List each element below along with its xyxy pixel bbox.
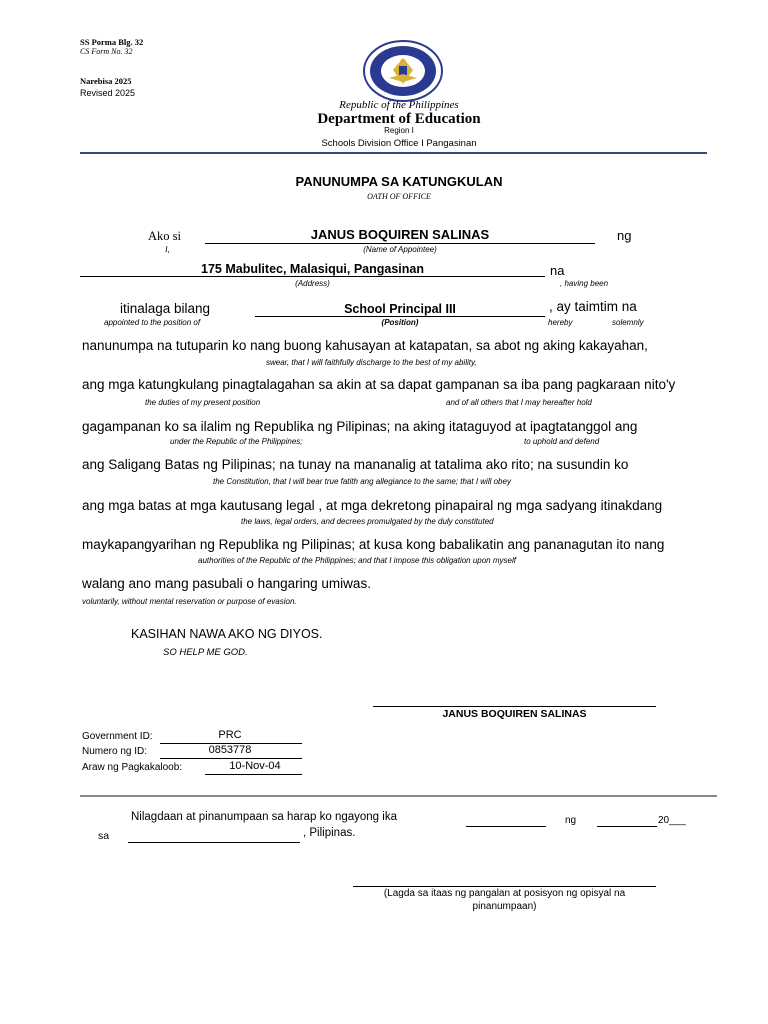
oath-line-7-en: voluntarily, without mental reservation or purpose of evasion. [82, 597, 297, 606]
oath-line-4-en: the Constitution, that I will bear true fatith ang allegiance to the same; that I will obey [213, 477, 511, 486]
oath-line-3-en-b: to uphold and defend [524, 437, 600, 446]
address-caption: (Address) [295, 279, 330, 288]
position-line [255, 316, 545, 317]
appointee-name-line [205, 243, 595, 244]
department-text: Department of Education [317, 111, 481, 127]
name-caption: (Name of Appointee) [363, 245, 437, 254]
signature-line [373, 706, 656, 707]
gov-id-label: Government ID: [82, 731, 153, 742]
oath-line-6-en: authorities of the Republic of the Philippines; and that I impose this obligation upon myself [198, 556, 516, 565]
id-no-value: 0853778 [208, 744, 252, 756]
solemnly-en: solemnly [612, 318, 644, 327]
deped-seal-icon [362, 40, 444, 102]
oath-line-1: nanunumpa na tutuparin ko nang buong kahusayan at katapatan, sa abot ng aking kakayahan, [82, 338, 648, 353]
kasihan-en: SO HELP ME GOD. [163, 647, 248, 658]
oath-subtitle: OATH OF OFFICE [367, 192, 431, 201]
jurat-text: Nilagdaan at pinanumpaan sa harap ko ngayong ika [131, 811, 397, 823]
form-revision: Narebisa 2025 [80, 76, 132, 86]
having-been-en: , having been [560, 279, 609, 288]
region-text: Region I [384, 126, 414, 135]
signatory-name: JANUS BOQUIREN SALINAS [442, 708, 587, 720]
oath-line-4: ang Saligang Batas ng Pilipinas; na tunay na mananalig at tatalima ako rito; na susundin ko [82, 457, 629, 472]
appointee-name: JANUS BOQUIREN SALINAS [310, 227, 490, 242]
division-text: Schools Division Office I Pangasinan [321, 138, 477, 149]
jurat-ng: ng [565, 815, 577, 826]
form-revision-en: Revised 2025 [80, 88, 136, 98]
place-line [128, 842, 300, 843]
address-line [80, 276, 545, 277]
hereby-en: hereby [548, 318, 573, 327]
ako-si-en: I, [165, 245, 170, 254]
jurat-divider [80, 795, 717, 797]
oath-line-3-en-a: under the Republic of the Philippines; [170, 437, 303, 446]
officer-signature-line [353, 886, 656, 887]
ako-si-label: Ako si [148, 229, 181, 243]
oath-line-6: maykapangyarihan ng Republika ng Pilipinas; at kusa kong babalikatin ang pananagutan ito nang [82, 537, 665, 552]
id-no-line [160, 758, 302, 759]
oath-line-1-en: swear, that I will faithfully discharge to the best of my ability, [266, 358, 477, 367]
jurat-sa: sa [98, 830, 110, 842]
na-label: na [550, 263, 565, 278]
appointee-position: School Principal III [344, 302, 456, 316]
id-no-label: Numero ng ID: [82, 746, 148, 757]
position-caption: (Position) [381, 318, 419, 327]
day-line [466, 826, 546, 827]
gov-id-value: PRC [218, 729, 242, 741]
jurat-year: 20___ [658, 815, 686, 826]
ng-label: ng [617, 228, 632, 243]
form-name-en: CS Form No. 32 [80, 47, 133, 56]
oath-line-2: ang mga katungkulang pinagtalagahan sa akin at sa dapat gampanan sa iba pang pagkaraan nito'y [82, 377, 676, 392]
officer-caption-2: pinanumpaan) [472, 901, 537, 912]
form-name: SS Porma Blg. 32 [80, 37, 144, 47]
officer-caption-1: (Lagda sa itaas ng pangalan at posisyon ng opisyal na [383, 888, 626, 899]
kasihan-text: KASIHAN NAWA AKO NG DIYOS. [131, 627, 323, 641]
oath-line-2-en-b: and of all others that I may hereafter hold [446, 398, 592, 407]
oath-line-7: walang ano mang pasubali o hangaring umiwas. [82, 576, 371, 591]
issued-line [205, 774, 302, 775]
republic-text: Republic of the Philippines [339, 99, 459, 111]
oath-title: PANUNUMPA SA KATUNGKULAN [295, 174, 503, 189]
itinalaga-label: itinalaga bilang [120, 301, 211, 316]
taimtim-label: , ay taimtim na [549, 299, 637, 314]
oath-line-5: ang mga batas at mga kautusang legal , at mga dekretong pinapairal ng mga sadyang itinakdang [82, 498, 663, 513]
jurat-pilipinas: , Pilipinas. [303, 827, 356, 839]
issued-value: 10-Nov-04 [229, 760, 281, 772]
appointed-en: appointed to the position of [104, 318, 201, 327]
issued-label: Araw ng Pagkakaloob: [82, 762, 183, 773]
appointee-address: 175 Mabulitec, Malasiqui, Pangasinan [201, 262, 424, 276]
oath-line-5-en: the laws, legal orders, and decrees promulgated by the duly constituted [241, 517, 494, 526]
header-rule [80, 152, 707, 154]
oath-line-3: gagampanan ko sa ilalim ng Republika ng Pilipinas; na aking itataguyod at ipagtatanggol ang [82, 419, 638, 434]
oath-line-2-en-a: the duties of my present position [145, 398, 261, 407]
month-line [597, 826, 657, 827]
